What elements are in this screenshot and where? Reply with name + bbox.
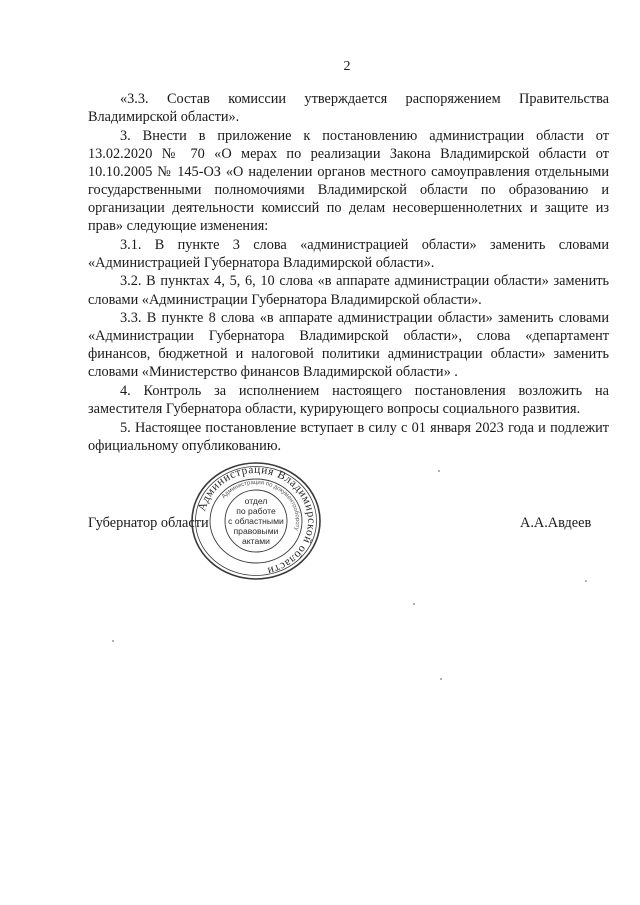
scan-speck bbox=[112, 640, 114, 642]
page-number: 2 bbox=[343, 59, 351, 74]
scan-speck bbox=[585, 580, 587, 582]
stamp-outer-text: Администрация Владимирской области bbox=[196, 463, 318, 577]
scan-speck bbox=[440, 678, 442, 680]
stamp-inner-text: Администрация по документообороту bbox=[221, 479, 301, 532]
stamp-center-line-1: отдел bbox=[244, 496, 268, 506]
paragraph-4-control: 4. Контроль за исполнением настоящего постановления возложить на заместителя Губернатора области, курирующего вопросы социального развития. bbox=[88, 383, 609, 418]
scan-speck bbox=[413, 603, 415, 605]
stamp-center-line-3: с областными bbox=[228, 516, 284, 526]
paragraph-3-amendments: 3. Внести в приложение к постановлению администрации области от 13.02.2020 № 70 «О мерах по реализации Закона Владимирской области от 10.10.2005 № 145-ОЗ «О наделении органов местного самоуправления отдельными государственными полномочиями Владимирской области по образованию и организации деятельности комиссий по делам несовершеннолетних и защите из прав» следующие изменения: bbox=[88, 127, 609, 235]
paragraph-3-1: 3.1. В пункте 3 слова «администрацией области» заменить словами «Администрацией Губернатора Владимирской области». bbox=[88, 236, 609, 271]
paragraph-5-effective-date: 5. Настоящее постановление вступает в силу с 01 января 2023 года и подлежит официальному опубликованию. bbox=[88, 419, 609, 454]
document-body bbox=[88, 90, 609, 455]
stamp-center-line-4: правовыми bbox=[233, 526, 279, 536]
paragraph-3-2: 3.2. В пунктах 4, 5, 6, 10 слова «в аппарате администрации области» заменить словами «Администрации Губернатора Владимирской области». bbox=[88, 273, 609, 308]
stamp-center-line-2: по работе bbox=[236, 506, 276, 516]
scan-speck bbox=[438, 470, 440, 472]
paragraph-3-3-composition: «3.3. Состав комиссии утверждается распоряжением Правительства Владимирской области». bbox=[88, 91, 609, 126]
signatory-position: Губернатор области bbox=[88, 515, 209, 531]
stamp-center-line-5: актами bbox=[242, 536, 270, 546]
signatory-name: А.А.Авдеев bbox=[520, 515, 592, 531]
paragraph-3-3: 3.3. В пункте 8 слова «в аппарате администрации области» заменить словами «Администрации Губернатора Владимирской области», слова «департамент финансов, бюджетной и налоговой политики администрации области» заменить словами «Министерство финансов Владимирской области» . bbox=[88, 310, 609, 381]
